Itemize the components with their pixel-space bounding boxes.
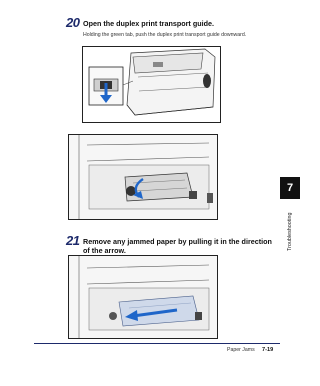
footer-section-title: Paper Jams (227, 347, 255, 353)
jammed-paper-icon (69, 256, 217, 338)
section-label: Troubleshooting (287, 212, 293, 252)
duplex-guide-icon (69, 135, 217, 219)
chapter-tab: 7 (280, 177, 300, 199)
figure-printer-front (82, 46, 221, 123)
step-number: 20 (66, 15, 80, 30)
step-title: Remove any jammed paper by pulling it in the direction of the arrow. (83, 237, 272, 255)
page-number: 7-19 (262, 346, 274, 353)
footer-rule (34, 343, 280, 344)
step-number: 21 (66, 233, 80, 248)
figure-transport-guide-open (68, 134, 218, 220)
printer-icon (83, 47, 220, 122)
step-title: Open the duplex print transport guide. (83, 19, 214, 28)
step-description: Holding the green tab, push the duplex print transport guide downward. (83, 32, 247, 38)
figure-remove-jammed-paper (68, 255, 218, 339)
